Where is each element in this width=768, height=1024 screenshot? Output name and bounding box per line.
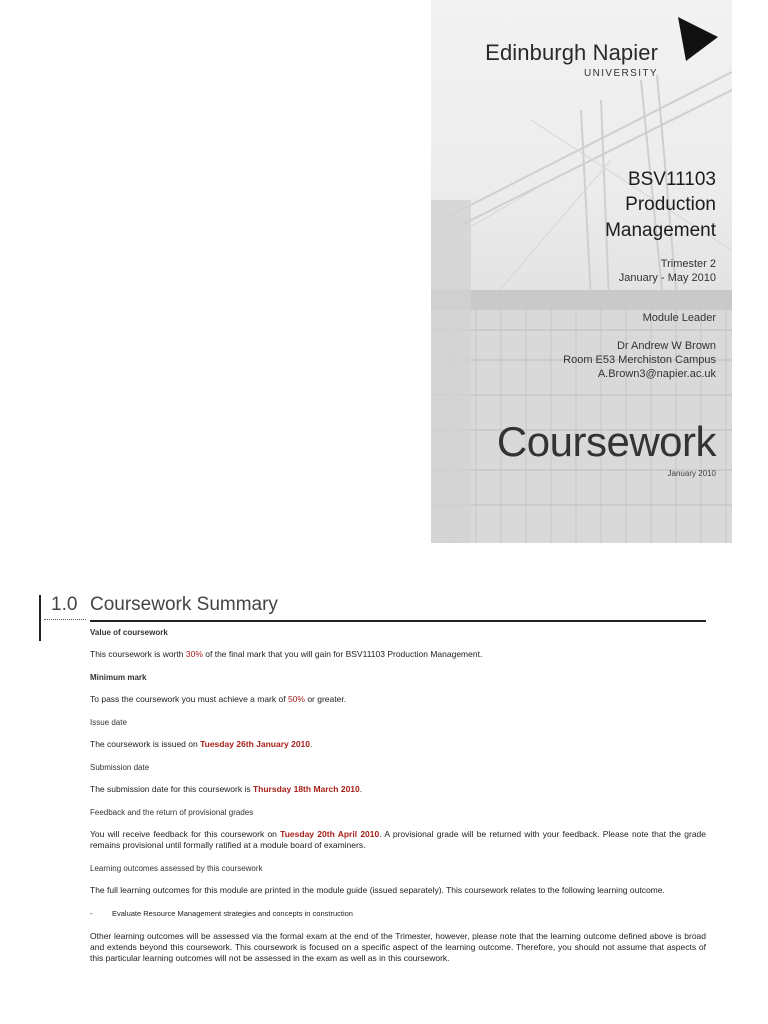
bullet-text: Evaluate Resource Management strategies and concepts in construction [112,909,353,918]
term-info [619,257,716,285]
outcomes-paragraph: The full learning outcomes for this module are printed in the module guide (issued separately). This coursework relates to the following learning outcome. [90,885,665,895]
section-marker-bar [39,595,41,641]
minimum-heading: Minimum mark [90,673,147,682]
value-percent: 30% [185,649,203,659]
minimum-paragraph: To pass the coursework you must achieve a mark of 50% or greater. [90,694,347,704]
feedback-date: Tuesday 20th April 2010 [280,829,380,839]
other-outcomes-paragraph: Other learning outcomes will be assessed via the formal exam at the end of the Trimester, however, please note that the learning outcome defined above is broad and extends beyond this coursework. This coursework is focused on a specific aspect of the learning outcome. Therefore, you should not assume that aspects of this particular learning outcomes will not be assessed in the exam as well as in this coursework. [90,931,706,963]
feedback-heading: Feedback and the return of provisional grades [90,808,254,817]
leader-name: Dr Andrew W Brown [616,340,716,352]
value-paragraph: This coursework is worth 30% of the final mark that you will gain for BSV11103 Production Management. [90,649,483,659]
document-date: January 2010 [667,469,716,478]
university-logo-subtitle: UNIVERSITY [583,68,658,79]
outcome-bullet [90,908,706,919]
minimum-percent: 50% [287,694,305,704]
university-logo-name: Edinburgh Napier [485,40,658,65]
course-title-line-2: Management [605,220,716,241]
term-dates: January - May 2010 [618,272,716,284]
napier-logo-icon [678,17,718,61]
cover-panel [431,0,732,543]
summary-body [90,627,706,976]
value-heading: Value of coursework [90,628,168,637]
trimester: Trimester 2 [660,258,716,270]
document-type: Coursework [496,418,716,465]
course-code: BSV11103 [627,169,716,190]
section-marker-dots [44,619,86,620]
section-rule [90,620,706,622]
section-title: Coursework Summary [90,594,278,615]
issue-paragraph: The coursework is issued on Tuesday 26th January 2010. [90,739,313,749]
submission-date: Thursday 18th March 2010 [252,784,360,794]
bullet-dash: - [90,909,93,918]
leader-email: A.Brown3@napier.ac.uk [597,368,716,380]
course-title-line-1: Production [625,194,716,215]
submission-heading: Submission date [90,763,150,772]
feedback-paragraph: You will receive feedback for this coursework on Tuesday 20th April 2010. A provisional grade will be returned with your feedback. Please note that the grade remains provisional until formally ratified at a module board of examiners. [90,829,706,850]
issue-date: Tuesday 26th January 2010 [200,739,311,749]
outcomes-heading: Learning outcomes assessed by this coursework [90,864,263,873]
leader-label: Module Leader [642,312,716,324]
issue-heading: Issue date [90,718,127,727]
section-number: 1.0 [51,594,78,615]
module-leader-info [563,311,716,381]
submission-paragraph: The submission date for this coursework is Thursday 18th March 2010. [90,784,363,794]
course-title [516,192,716,244]
leader-room: Room E53 Merchiston Campus [563,354,716,366]
